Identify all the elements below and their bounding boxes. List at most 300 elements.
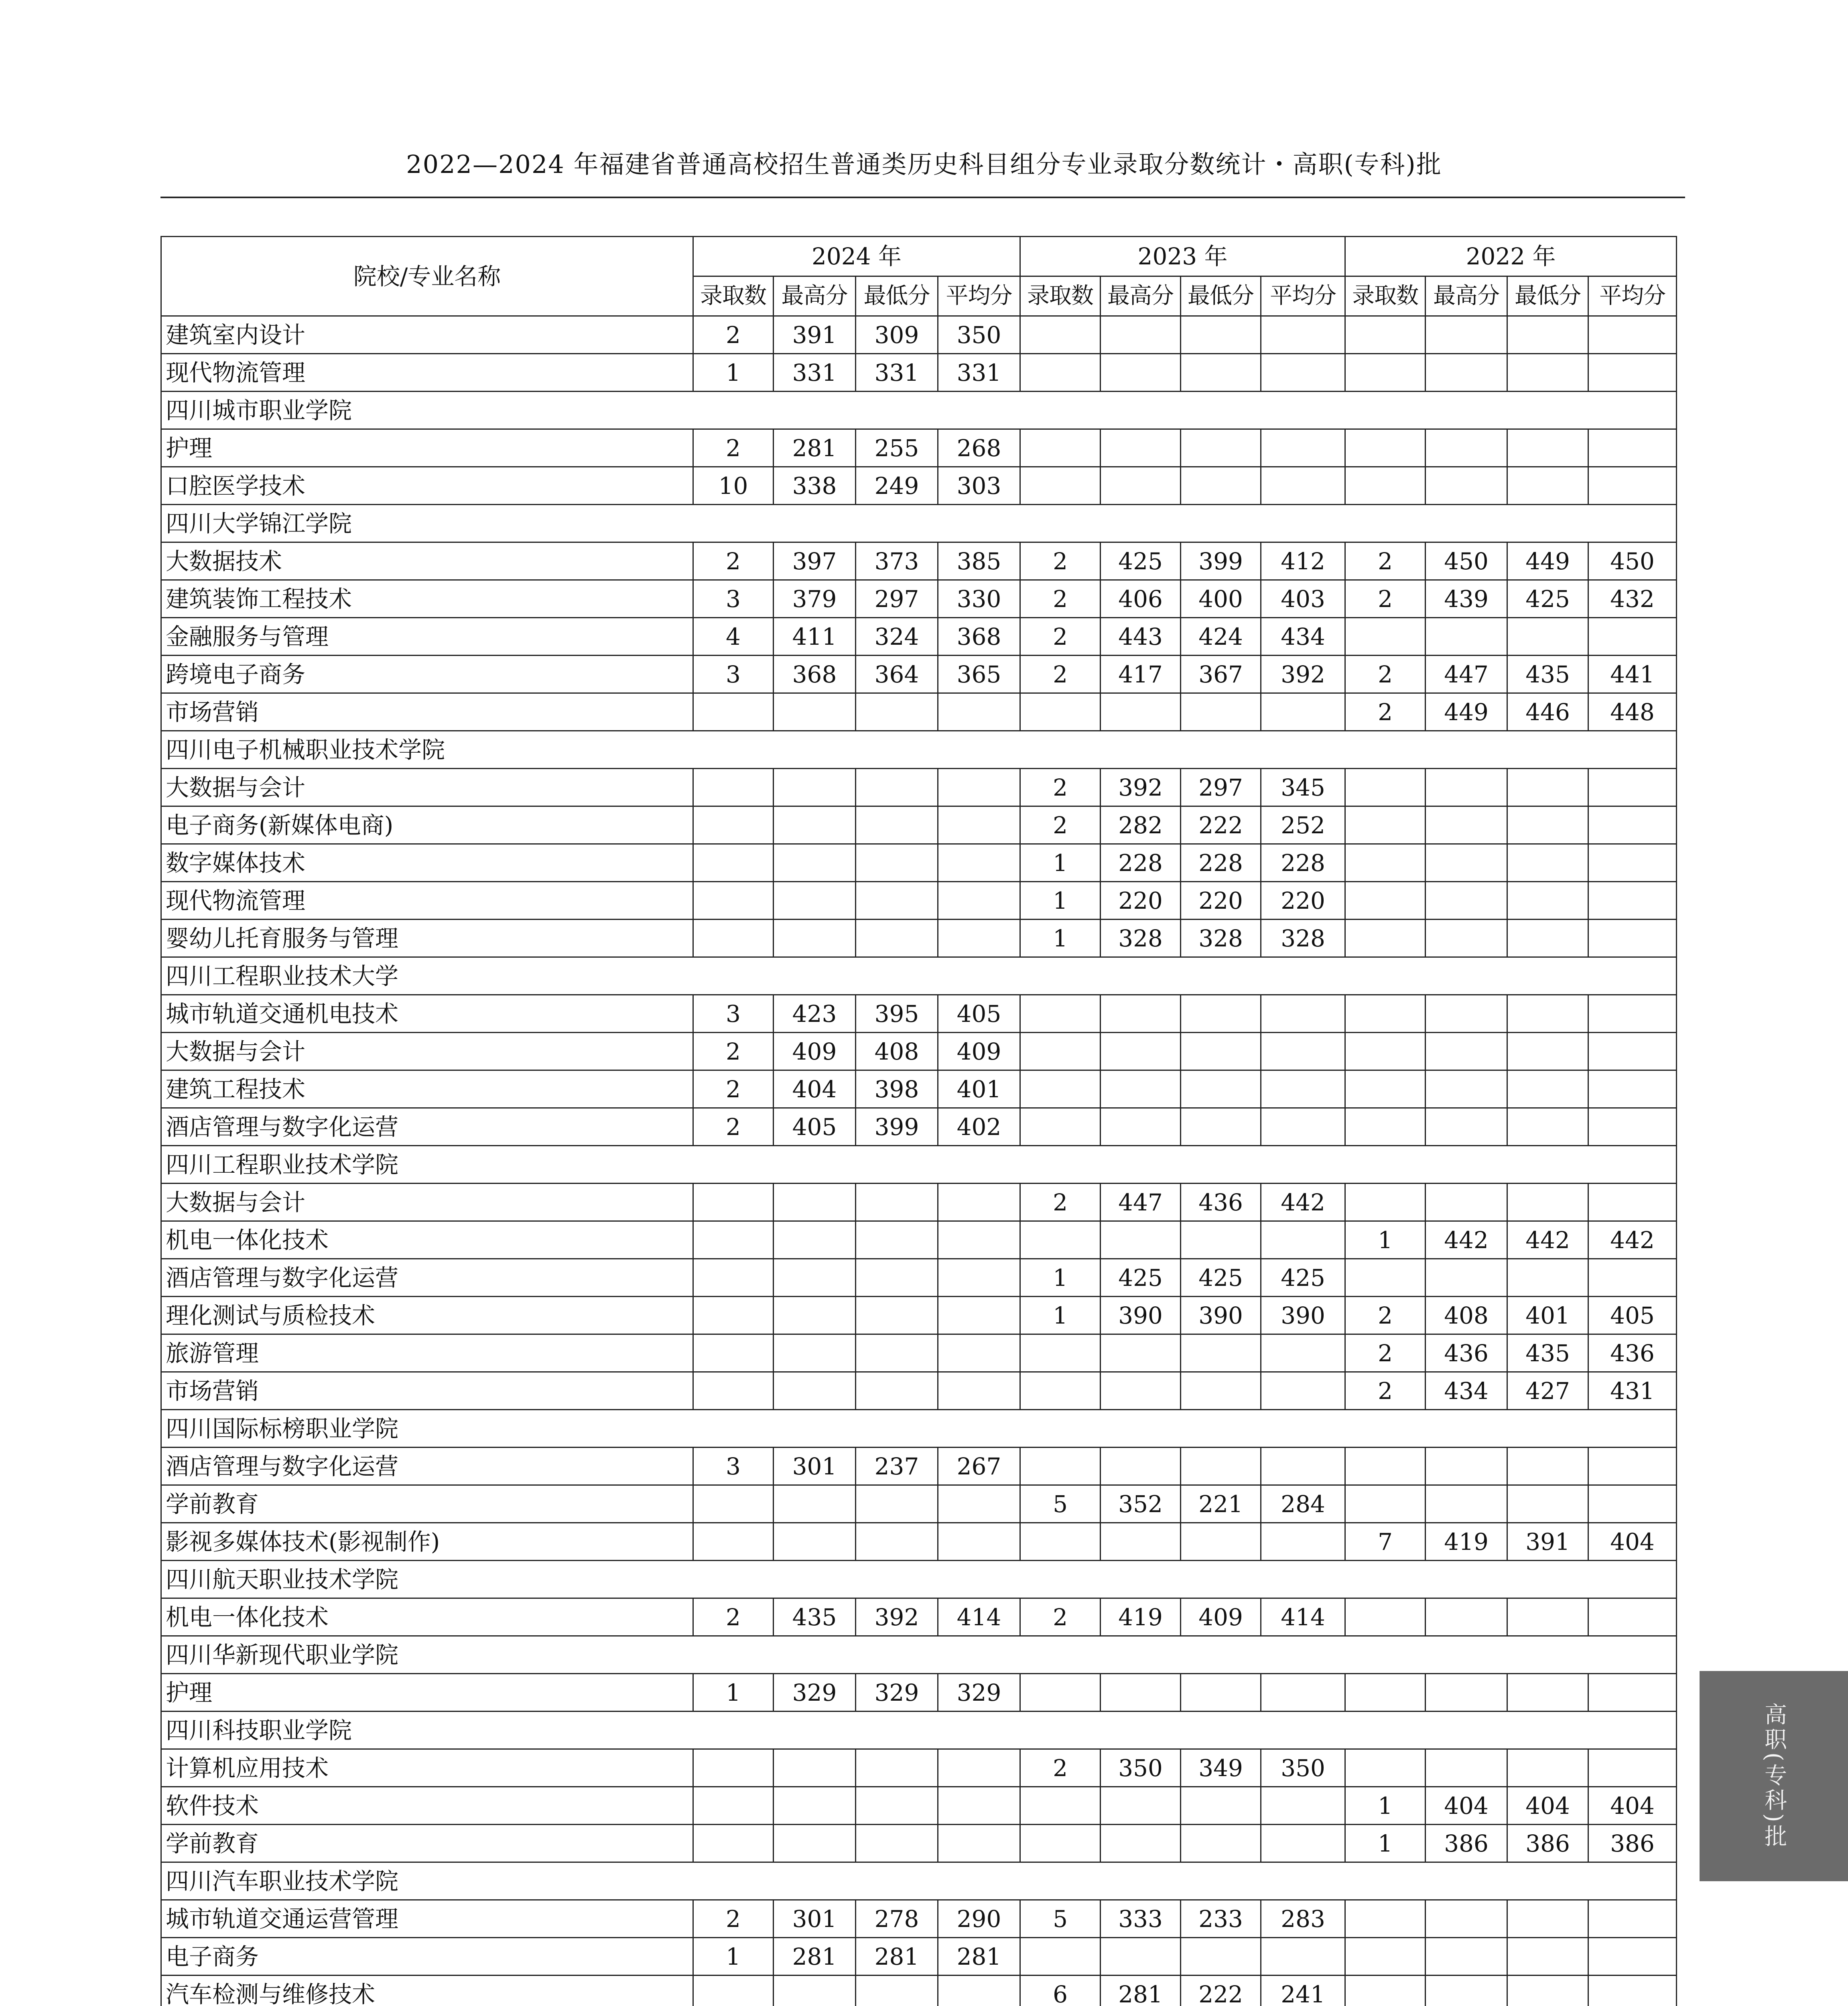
max-score-cell: 301 bbox=[774, 1448, 856, 1485]
admitted-count-cell: 2 bbox=[1020, 1749, 1101, 1787]
min-score-cell: 297 bbox=[1181, 769, 1261, 806]
major-name: 金融服务与管理 bbox=[161, 618, 693, 656]
major-name: 护理 bbox=[161, 429, 693, 467]
major-name: 市场营销 bbox=[161, 693, 693, 731]
major-row bbox=[161, 920, 1677, 957]
avg-score-cell bbox=[1261, 1221, 1345, 1259]
max-score-cell: 409 bbox=[774, 1033, 856, 1070]
max-score-cell bbox=[774, 1334, 856, 1372]
admitted-count-cell bbox=[1020, 1448, 1101, 1485]
admitted-count-cell bbox=[693, 693, 774, 731]
min-score-cell bbox=[856, 1787, 938, 1825]
min-score-cell: 425 bbox=[1181, 1259, 1261, 1297]
max-score-cell bbox=[774, 844, 856, 882]
min-score-cell bbox=[856, 844, 938, 882]
admitted-count-cell: 2 bbox=[693, 429, 774, 467]
min-score-cell bbox=[856, 1334, 938, 1372]
max-score-cell bbox=[1426, 467, 1507, 505]
avg-score-cell bbox=[1261, 1108, 1345, 1146]
min-score-cell: 392 bbox=[856, 1598, 938, 1636]
min-score-cell: 435 bbox=[1507, 656, 1588, 693]
year-header: 2023 年 bbox=[1020, 237, 1345, 276]
avg-score-cell bbox=[1261, 1674, 1345, 1712]
min-score-cell bbox=[1507, 882, 1588, 920]
min-score-cell bbox=[1181, 316, 1261, 354]
min-score-cell: 255 bbox=[856, 429, 938, 467]
admitted-count-cell bbox=[1020, 1523, 1101, 1561]
avg-score-cell: 283 bbox=[1261, 1900, 1345, 1938]
metric-header: 最低分 bbox=[856, 276, 938, 316]
avg-score-cell bbox=[1588, 1448, 1677, 1485]
max-score-cell: 404 bbox=[1426, 1787, 1507, 1825]
major-name: 大数据与会计 bbox=[161, 769, 693, 806]
school-name: 四川航天职业技术学院 bbox=[161, 1561, 1677, 1598]
avg-score-cell: 368 bbox=[938, 618, 1020, 656]
min-score-cell bbox=[856, 806, 938, 844]
min-score-cell bbox=[1181, 693, 1261, 731]
max-score-cell bbox=[1426, 844, 1507, 882]
min-score-cell bbox=[1507, 316, 1588, 354]
admitted-count-cell bbox=[1020, 1221, 1101, 1259]
max-score-cell bbox=[774, 693, 856, 731]
max-score-cell: 439 bbox=[1426, 580, 1507, 618]
metric-header: 最高分 bbox=[1426, 276, 1507, 316]
max-score-cell: 419 bbox=[1101, 1598, 1181, 1636]
min-score-cell bbox=[1507, 1259, 1588, 1297]
max-score-cell: 301 bbox=[774, 1900, 856, 1938]
avg-score-cell bbox=[1261, 995, 1345, 1033]
max-score-cell bbox=[1101, 354, 1181, 392]
avg-score-cell: 330 bbox=[938, 580, 1020, 618]
avg-score-cell bbox=[1588, 1598, 1677, 1636]
max-score-cell: 329 bbox=[774, 1674, 856, 1712]
admitted-count-cell: 2 bbox=[1345, 1372, 1426, 1410]
min-score-cell bbox=[1507, 429, 1588, 467]
max-score-cell: 447 bbox=[1426, 656, 1507, 693]
avg-score-cell bbox=[1588, 1938, 1677, 1976]
min-score-cell bbox=[1507, 1938, 1588, 1976]
max-score-cell: 423 bbox=[774, 995, 856, 1033]
min-score-cell bbox=[856, 1297, 938, 1334]
major-name: 建筑装饰工程技术 bbox=[161, 580, 693, 618]
metric-header: 最低分 bbox=[1507, 276, 1588, 316]
admitted-count-cell bbox=[693, 882, 774, 920]
max-score-cell: 391 bbox=[774, 316, 856, 354]
avg-score-cell: 290 bbox=[938, 1900, 1020, 1938]
min-score-cell bbox=[856, 769, 938, 806]
header-divider bbox=[160, 197, 1685, 198]
admitted-count-cell: 1 bbox=[693, 354, 774, 392]
avg-score-cell bbox=[938, 1749, 1020, 1787]
avg-score-cell bbox=[1261, 693, 1345, 731]
admitted-count-cell bbox=[1020, 316, 1101, 354]
admitted-count-cell bbox=[1345, 429, 1426, 467]
min-score-cell: 408 bbox=[856, 1033, 938, 1070]
max-score-cell bbox=[1426, 995, 1507, 1033]
admitted-count-cell: 7 bbox=[1345, 1523, 1426, 1561]
min-score-cell: 398 bbox=[856, 1070, 938, 1108]
avg-score-cell: 442 bbox=[1588, 1221, 1677, 1259]
max-score-cell bbox=[1101, 693, 1181, 731]
min-score-cell bbox=[1507, 1674, 1588, 1712]
avg-score-cell bbox=[1588, 429, 1677, 467]
min-score-cell: 309 bbox=[856, 316, 938, 354]
admitted-count-cell: 2 bbox=[693, 542, 774, 580]
max-score-cell bbox=[774, 1184, 856, 1221]
major-row bbox=[161, 1938, 1677, 1976]
admitted-count-cell bbox=[1345, 1448, 1426, 1485]
avg-score-cell bbox=[1588, 1749, 1677, 1787]
min-score-cell: 328 bbox=[1181, 920, 1261, 957]
major-name: 旅游管理 bbox=[161, 1334, 693, 1372]
admitted-count-cell: 2 bbox=[1020, 542, 1101, 580]
max-score-cell: 331 bbox=[774, 354, 856, 392]
min-score-cell: 435 bbox=[1507, 1334, 1588, 1372]
admitted-count-cell: 2 bbox=[1020, 580, 1101, 618]
max-score-cell: 435 bbox=[774, 1598, 856, 1636]
max-score-cell: 368 bbox=[774, 656, 856, 693]
admitted-count-cell: 2 bbox=[693, 1070, 774, 1108]
max-score-cell bbox=[1101, 1523, 1181, 1561]
major-row bbox=[161, 1448, 1677, 1485]
admitted-count-cell bbox=[693, 1749, 774, 1787]
avg-score-cell: 268 bbox=[938, 429, 1020, 467]
max-score-cell bbox=[1426, 1598, 1507, 1636]
max-score-cell: 419 bbox=[1426, 1523, 1507, 1561]
avg-score-cell: 228 bbox=[1261, 844, 1345, 882]
admitted-count-cell bbox=[1020, 1070, 1101, 1108]
major-row bbox=[161, 1221, 1677, 1259]
major-name: 现代物流管理 bbox=[161, 354, 693, 392]
avg-score-cell: 267 bbox=[938, 1448, 1020, 1485]
min-score-cell: 349 bbox=[1181, 1749, 1261, 1787]
avg-score-cell bbox=[938, 693, 1020, 731]
avg-score-cell: 392 bbox=[1261, 656, 1345, 693]
max-score-cell bbox=[774, 1297, 856, 1334]
school-row bbox=[161, 505, 1677, 542]
max-score-cell bbox=[1101, 1787, 1181, 1825]
metric-header: 最高分 bbox=[1101, 276, 1181, 316]
max-score-cell bbox=[1101, 1938, 1181, 1976]
min-score-cell: 401 bbox=[1507, 1297, 1588, 1334]
admitted-count-cell: 5 bbox=[1020, 1485, 1101, 1523]
admitted-count-cell: 2 bbox=[1345, 542, 1426, 580]
max-score-cell: 333 bbox=[1101, 1900, 1181, 1938]
avg-score-cell: 405 bbox=[938, 995, 1020, 1033]
admitted-count-cell bbox=[693, 1297, 774, 1334]
min-score-cell: 221 bbox=[1181, 1485, 1261, 1523]
metric-header: 录取数 bbox=[1345, 276, 1426, 316]
max-score-cell: 443 bbox=[1101, 618, 1181, 656]
admitted-count-cell bbox=[1345, 1976, 1426, 2006]
avg-score-cell bbox=[1588, 995, 1677, 1033]
max-score-cell bbox=[1101, 1825, 1181, 1862]
avg-score-cell: 432 bbox=[1588, 580, 1677, 618]
admitted-count-cell bbox=[693, 1184, 774, 1221]
max-score-cell bbox=[774, 1976, 856, 2006]
admitted-count-cell bbox=[1345, 1259, 1426, 1297]
avg-score-cell: 450 bbox=[1588, 542, 1677, 580]
min-score-cell bbox=[1181, 1108, 1261, 1146]
metric-header: 录取数 bbox=[1020, 276, 1101, 316]
school-name: 四川工程职业技术学院 bbox=[161, 1146, 1677, 1184]
admitted-count-cell: 1 bbox=[1020, 1297, 1101, 1334]
min-score-cell: 367 bbox=[1181, 656, 1261, 693]
major-name: 汽车检测与维修技术 bbox=[161, 1976, 693, 2006]
avg-score-cell: 303 bbox=[938, 467, 1020, 505]
max-score-cell: 408 bbox=[1426, 1297, 1507, 1334]
min-score-cell bbox=[856, 882, 938, 920]
major-name: 建筑工程技术 bbox=[161, 1070, 693, 1108]
admitted-count-cell bbox=[1345, 995, 1426, 1033]
max-score-cell: 281 bbox=[774, 429, 856, 467]
avg-score-cell bbox=[1261, 1448, 1345, 1485]
admitted-count-cell bbox=[1020, 1033, 1101, 1070]
min-score-cell bbox=[1507, 1749, 1588, 1787]
max-score-cell: 406 bbox=[1101, 580, 1181, 618]
avg-score-cell bbox=[1588, 1976, 1677, 2006]
min-score-cell: 427 bbox=[1507, 1372, 1588, 1410]
side-tab-label: 高职(专科)批 bbox=[1761, 1703, 1787, 1850]
school-row bbox=[161, 392, 1677, 429]
min-score-cell: 278 bbox=[856, 1900, 938, 1938]
avg-score-cell: 220 bbox=[1261, 882, 1345, 920]
major-name: 软件技术 bbox=[161, 1787, 693, 1825]
major-row bbox=[161, 1184, 1677, 1221]
avg-score-cell bbox=[1588, 1033, 1677, 1070]
avg-score-cell: 329 bbox=[938, 1674, 1020, 1712]
max-score-cell: 350 bbox=[1101, 1749, 1181, 1787]
major-row bbox=[161, 467, 1677, 505]
admitted-count-cell: 2 bbox=[1020, 806, 1101, 844]
max-score-cell: 404 bbox=[774, 1070, 856, 1108]
max-score-cell bbox=[1426, 920, 1507, 957]
avg-score-cell: 241 bbox=[1261, 1976, 1345, 2006]
admitted-count-cell bbox=[1345, 1184, 1426, 1221]
max-score-cell: 411 bbox=[774, 618, 856, 656]
page-title: 2022—2024 年福建省普通高校招生普通类历史科目组分专业录取分数统计・高职(专科)批 bbox=[406, 150, 1442, 179]
avg-score-cell: 412 bbox=[1261, 542, 1345, 580]
school-row bbox=[161, 957, 1677, 995]
major-name: 酒店管理与数字化运营 bbox=[161, 1259, 693, 1297]
admitted-count-cell bbox=[693, 920, 774, 957]
min-score-cell: 249 bbox=[856, 467, 938, 505]
max-score-cell bbox=[1101, 1674, 1181, 1712]
admitted-count-cell bbox=[693, 1485, 774, 1523]
avg-score-cell: 328 bbox=[1261, 920, 1345, 957]
avg-score-cell: 436 bbox=[1588, 1334, 1677, 1372]
min-score-cell: 446 bbox=[1507, 693, 1588, 731]
admitted-count-cell bbox=[1345, 1938, 1426, 1976]
max-score-cell bbox=[1101, 1334, 1181, 1372]
admitted-count-cell bbox=[1020, 693, 1101, 731]
admitted-count-cell: 2 bbox=[1020, 769, 1101, 806]
avg-score-cell bbox=[1588, 1674, 1677, 1712]
max-score-cell bbox=[1101, 1221, 1181, 1259]
avg-score-cell bbox=[1261, 1372, 1345, 1410]
admitted-count-cell: 1 bbox=[1345, 1825, 1426, 1862]
admitted-count-cell: 5 bbox=[1020, 1900, 1101, 1938]
major-row bbox=[161, 1523, 1677, 1561]
avg-score-cell bbox=[938, 1259, 1020, 1297]
major-row bbox=[161, 1674, 1677, 1712]
metric-header: 平均分 bbox=[1588, 276, 1677, 316]
admitted-count-cell bbox=[693, 1334, 774, 1372]
avg-score-cell bbox=[938, 1787, 1020, 1825]
major-name: 大数据与会计 bbox=[161, 1184, 693, 1221]
major-row bbox=[161, 1334, 1677, 1372]
major-row bbox=[161, 882, 1677, 920]
min-score-cell bbox=[856, 1523, 938, 1561]
min-score-cell: 220 bbox=[1181, 882, 1261, 920]
avg-score-cell bbox=[1588, 1259, 1677, 1297]
avg-score-cell bbox=[938, 1976, 1020, 2006]
admitted-count-cell: 2 bbox=[1020, 1598, 1101, 1636]
avg-score-cell: 401 bbox=[938, 1070, 1020, 1108]
major-row bbox=[161, 844, 1677, 882]
admitted-count-cell bbox=[693, 806, 774, 844]
major-row bbox=[161, 1372, 1677, 1410]
min-score-cell: 233 bbox=[1181, 1900, 1261, 1938]
admitted-count-cell bbox=[1020, 429, 1101, 467]
min-score-cell bbox=[1507, 1900, 1588, 1938]
admitted-count-cell bbox=[1345, 1900, 1426, 1938]
min-score-cell bbox=[1507, 1033, 1588, 1070]
admitted-count-cell bbox=[1345, 618, 1426, 656]
min-score-cell: 228 bbox=[1181, 844, 1261, 882]
avg-score-cell bbox=[1588, 1070, 1677, 1108]
metric-header: 平均分 bbox=[938, 276, 1020, 316]
admitted-count-cell bbox=[1345, 769, 1426, 806]
table-body bbox=[161, 316, 1677, 2006]
admitted-count-cell bbox=[1345, 1033, 1426, 1070]
admitted-count-cell bbox=[1020, 1787, 1101, 1825]
avg-score-cell bbox=[938, 1184, 1020, 1221]
avg-score-cell: 441 bbox=[1588, 656, 1677, 693]
max-score-cell bbox=[1101, 1033, 1181, 1070]
admitted-count-cell bbox=[1345, 354, 1426, 392]
major-row bbox=[161, 995, 1677, 1033]
max-score-cell bbox=[1101, 995, 1181, 1033]
major-name: 酒店管理与数字化运营 bbox=[161, 1108, 693, 1146]
min-score-cell bbox=[1507, 806, 1588, 844]
major-name: 建筑室内设计 bbox=[161, 316, 693, 354]
max-score-cell bbox=[1426, 1259, 1507, 1297]
major-name: 现代物流管理 bbox=[161, 882, 693, 920]
major-row bbox=[161, 1108, 1677, 1146]
avg-score-cell bbox=[1588, 316, 1677, 354]
min-score-cell bbox=[1181, 1523, 1261, 1561]
max-score-cell bbox=[774, 1259, 856, 1297]
admitted-count-cell: 1 bbox=[1020, 882, 1101, 920]
min-score-cell: 399 bbox=[856, 1108, 938, 1146]
avg-score-cell: 281 bbox=[938, 1938, 1020, 1976]
avg-score-cell: 404 bbox=[1588, 1787, 1677, 1825]
avg-score-cell bbox=[938, 1523, 1020, 1561]
major-row bbox=[161, 618, 1677, 656]
admitted-count-cell: 2 bbox=[1345, 580, 1426, 618]
major-name: 理化测试与质检技术 bbox=[161, 1297, 693, 1334]
avg-score-cell: 403 bbox=[1261, 580, 1345, 618]
max-score-cell: 450 bbox=[1426, 542, 1507, 580]
min-score-cell bbox=[1507, 1485, 1588, 1523]
major-name: 电子商务 bbox=[161, 1938, 693, 1976]
major-row bbox=[161, 1259, 1677, 1297]
admitted-count-cell: 3 bbox=[693, 580, 774, 618]
admitted-count-cell: 2 bbox=[693, 1900, 774, 1938]
min-score-cell: 404 bbox=[1507, 1787, 1588, 1825]
max-score-cell bbox=[1426, 806, 1507, 844]
major-row bbox=[161, 1976, 1677, 2006]
admitted-count-cell bbox=[1345, 1108, 1426, 1146]
admitted-count-cell: 2 bbox=[1020, 618, 1101, 656]
min-score-cell bbox=[1507, 467, 1588, 505]
max-score-cell: 281 bbox=[1101, 1976, 1181, 2006]
min-score-cell bbox=[1181, 995, 1261, 1033]
major-name: 大数据技术 bbox=[161, 542, 693, 580]
max-score-cell: 417 bbox=[1101, 656, 1181, 693]
min-score-cell bbox=[856, 1749, 938, 1787]
admitted-count-cell bbox=[1345, 1674, 1426, 1712]
major-row bbox=[161, 316, 1677, 354]
max-score-cell bbox=[774, 1485, 856, 1523]
max-score-cell bbox=[1101, 429, 1181, 467]
school-row bbox=[161, 1146, 1677, 1184]
school-row bbox=[161, 1862, 1677, 1900]
major-row bbox=[161, 1749, 1677, 1787]
school-name: 四川国际标榜职业学院 bbox=[161, 1410, 1677, 1448]
major-name: 婴幼儿托育服务与管理 bbox=[161, 920, 693, 957]
min-score-cell bbox=[1181, 1448, 1261, 1485]
major-name: 电子商务(新媒体电商) bbox=[161, 806, 693, 844]
avg-score-cell bbox=[938, 1297, 1020, 1334]
min-score-cell: 425 bbox=[1507, 580, 1588, 618]
min-score-cell bbox=[1507, 354, 1588, 392]
major-row bbox=[161, 429, 1677, 467]
min-score-cell: 364 bbox=[856, 656, 938, 693]
max-score-cell bbox=[1426, 1938, 1507, 1976]
avg-score-cell bbox=[1261, 1070, 1345, 1108]
avg-score-cell: 434 bbox=[1261, 618, 1345, 656]
min-score-cell bbox=[1507, 844, 1588, 882]
min-score-cell bbox=[1181, 1938, 1261, 1976]
admission-score-table bbox=[160, 236, 1677, 2006]
major-name: 机电一体化技术 bbox=[161, 1598, 693, 1636]
max-score-cell bbox=[1426, 1900, 1507, 1938]
admitted-count-cell: 1 bbox=[1020, 844, 1101, 882]
admitted-count-cell: 4 bbox=[693, 618, 774, 656]
min-score-cell: 281 bbox=[856, 1938, 938, 1976]
admitted-count-cell bbox=[1345, 882, 1426, 920]
min-score-cell bbox=[856, 1184, 938, 1221]
admitted-count-cell: 1 bbox=[693, 1674, 774, 1712]
avg-score-cell: 350 bbox=[1261, 1749, 1345, 1787]
admitted-count-cell bbox=[1345, 920, 1426, 957]
max-score-cell bbox=[1101, 1108, 1181, 1146]
avg-score-cell bbox=[1261, 467, 1345, 505]
max-score-cell bbox=[1426, 1976, 1507, 2006]
major-name: 大数据与会计 bbox=[161, 1033, 693, 1070]
school-name: 四川汽车职业技术学院 bbox=[161, 1862, 1677, 1900]
school-row bbox=[161, 731, 1677, 769]
major-name: 学前教育 bbox=[161, 1825, 693, 1862]
school-name: 四川大学锦江学院 bbox=[161, 505, 1677, 542]
avg-score-cell bbox=[938, 1334, 1020, 1372]
min-score-cell: 436 bbox=[1181, 1184, 1261, 1221]
avg-score-cell bbox=[1261, 1938, 1345, 1976]
school-name: 四川城市职业学院 bbox=[161, 392, 1677, 429]
avg-score-cell: 331 bbox=[938, 354, 1020, 392]
